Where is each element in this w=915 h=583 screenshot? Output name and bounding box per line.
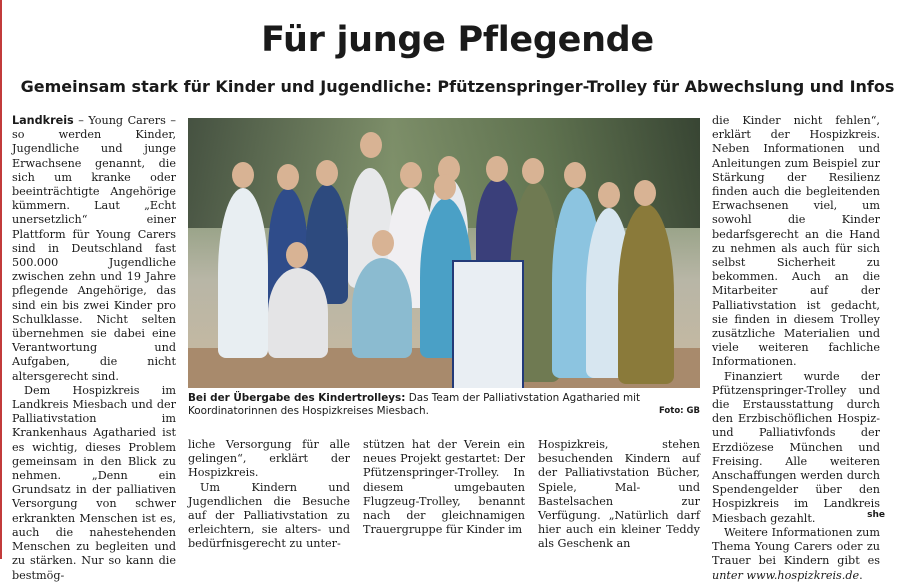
col1-paragraph-2: Dem Hospizkreis im Landkreis Miesbach und der Palliativstation im Krankenhaus Agatharied ist es wichtig, dieses Problem gemeinsam in den Blick zu nehmen. „Denn ein Grundsatz in der palliativen Versorgung von schwer erkrankten Menschen ist es, auch die nahestehenden Menschen zu begleiten und zu stärken. Nur so kann die bestmög- <box>12 383 176 582</box>
website-link[interactable]: unter www.hospizkreis.de <box>712 568 860 582</box>
col5-paragraph-3: Weitere Informationen zum Thema Young Carers oder zu Trauer bei Kindern gibt es unter www.hospizkreis.de. <box>712 525 880 582</box>
headline: Für junge Pflegende <box>261 20 654 60</box>
trolley <box>452 260 524 388</box>
col1-paragraph-1: – Young Carers – so werden Kinder, Jugendliche und junge Erwachsene genannt, die sich um kranke oder beeinträchtigte Angehörige kümmern. Laut „Echt unersetzlich“ einer Plattform für Young Carers sind in Deutschland fast 500.000 Jugendliche zwischen zehn und 19 Jahre pflegende Angehörige, das sind ein bis zwei Kinder pro Schulklasse. Nicht selten übernehmen sie dabei eine Verantwortung und Aufgaben, die nicht altersgerecht sind. <box>12 114 176 383</box>
col2-paragraph-2: Um Kindern und Jugendlichen die Besuche auf der Palliativstation zu erleichtern, sie alters- und bedürfnisgerecht zu unter- <box>188 480 350 551</box>
subheadline: Gemeinsam stark für Kinder und Jugendliche: Pfützenspringer-Trolley für Abwechslung und Infos <box>20 77 895 96</box>
team-photo <box>188 118 700 388</box>
col5-paragraph-1: die Kinder nicht fehlen“, erklärt der Hospizkreis. Neben Informationen und Anleitungen zum Beispiel zur Stärkung der Resilienz finden auch die begleitenden Erwachsenen viel, um sowohl die Kinder bedarfsgerecht an die Hand zu nehmen als auch für sich selbst Sicherheit zu bekommen. Auch an die Mitarbeiter auf der Palliativstation ist gedacht, sie finden in diesem Trolley zusätzliche Materialien und viele weiteren fachliche Informationen. <box>712 114 880 369</box>
caption-text: Das Team der Palliativstation Agatharied mit Koordinatorinnen des Hospizkreises Miesbach. <box>188 392 641 417</box>
photo-credit: Foto: GB <box>658 406 700 416</box>
col4-paragraph-1: Hospizkreis, stehen besuchenden Kindern auf der Palliativstation Bücher, Spiele, Mal- und Bastelsachen zur Verfügung. „Natürlich darf hier auch ein kleiner Teddy als Geschenk an <box>538 438 700 551</box>
column-2 <box>188 438 350 552</box>
column-5 <box>712 114 880 583</box>
column-3 <box>363 438 525 537</box>
column-4 <box>538 438 700 552</box>
photo-caption <box>188 392 700 420</box>
col5-paragraph-2: Finanziert wurde der Pfützenspringer-Trolley und die Erstausstattung durch den Erzbischöflichen Hospiz- und Palliativfonds der Erzdiözese München und Freising. Alle weiteren Anschaffungen werden durch Spendengelder über den Hospizkreis im Landkreis Miesbach gezahlt. <box>712 369 880 525</box>
col2-paragraph-1: liche Versorgung für alle gelingen“, erklärt der Hospizkreis. <box>188 438 350 480</box>
author-initials: she <box>867 510 885 520</box>
column-1 <box>12 114 176 583</box>
dateline: Landkreis <box>12 114 74 127</box>
caption-bold: Bei der Übergabe des Kindertrolleys: <box>188 392 406 404</box>
col3-paragraph-1: stützen hat der Verein ein neues Projekt gestartet: Der Pfützenspringer-Trolley. In diesem umgebauten Flugzeug-Trolley, benannt nach der gleichnamigen Trauergruppe für Kinder im <box>363 438 525 537</box>
